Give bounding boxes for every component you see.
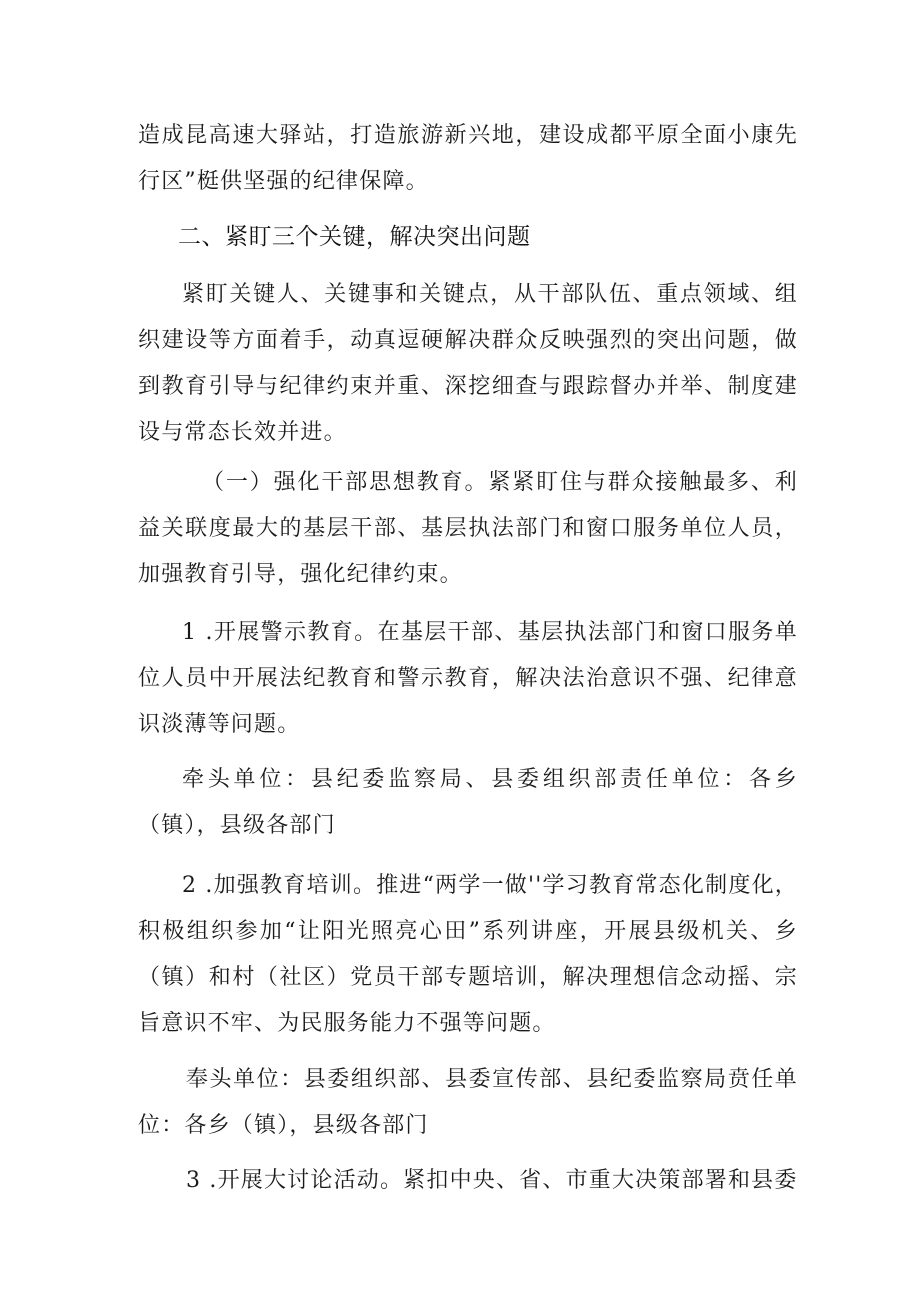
section-heading: 二、紧盯三个关键，解决突出问题 bbox=[178, 224, 531, 250]
paragraph-intro: 紧盯关键人、关键事和关键点，从干部队伍、重点领域、组织建设等方面着手，动真逗硬解决群众反映强烈的突出问题，做到教育引导与纪律约束并重、深挖细查与跟踪督办并举、制度建设与常态长效并进。 bbox=[138, 282, 798, 445]
paragraph-item-1-units: 牵头单位：县纪委监察局、县委组织部责任单位：各乡（镇），县级各部门 bbox=[138, 767, 798, 838]
paragraph-item-1: 1 .开展警示教育。在基层干部、基层执法部门和窗口服务单位人员中开展法纪教育和警示教育，解决法治意识不强、纪律意识淡薄等问题。 bbox=[138, 620, 798, 737]
paragraph-item-2: 2 .加强教育培训。推进“两学一做''学习教育常态化制度化，积极组织参加“让阳光照亮心田”系列讲座，开展县级机关、乡（镇）和村（社区）党员干部专题培训，解决理想信念动摇、宗旨意识不牢、为民服务能力不强等问题。 bbox=[138, 873, 798, 1036]
paragraph-continuation: 造成昆高速大驿站，打造旅游新兴地，建设成都平原全面小康先行区”梃供坚强的纪律保障。 bbox=[138, 123, 798, 194]
paragraph-item-3: 3 .开展大讨论活动。紧扣中央、省、市重大决策部署和县委 bbox=[186, 1168, 798, 1193]
paragraph-item-2-units: 奉头单位：县委组织部、县委宣传部、县纪委监察局贲任单位：各乡（镇），县级各部门 bbox=[138, 1067, 798, 1138]
paragraph-subsection-1: （一）强化干部思想教育。紧紧盯住与群众接触最多、利益关联度最大的基层干部、基层执法部门和窗口服务单位人员，加强教育引导，强化纪律约束。 bbox=[138, 470, 798, 587]
